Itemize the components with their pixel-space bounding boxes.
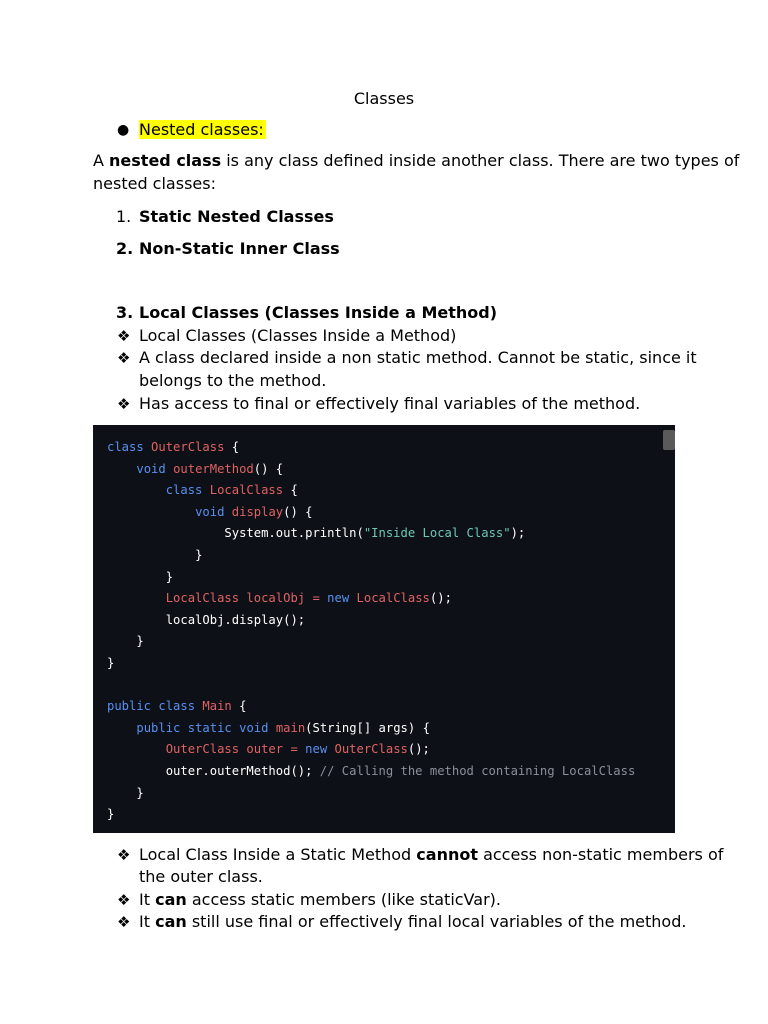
highlighted-heading: Nested classes: [139, 120, 264, 139]
code-block [93, 425, 675, 833]
bullet-text-3: Has access to final or effectively final variables of the method. [139, 394, 641, 413]
intro-rest: is any class defined inside another class. There are two types of [221, 151, 740, 170]
diamond-bullet-icon: ❖ [117, 327, 131, 345]
diamond-bullet-icon: ❖ [117, 395, 131, 413]
intro-line-2: nested classes: [93, 174, 216, 193]
section-heading [139, 119, 266, 141]
bottom-bullet-2: It can access static members (like staticVar). [139, 890, 501, 909]
code-scrollbar[interactable] [663, 430, 675, 450]
bullet-text-2: A class declared inside a non static method. Cannot be static, since it [139, 348, 697, 367]
diamond-bullet-icon: ❖ [117, 891, 131, 909]
bullet-text-2-cont: belongs to the method. [139, 371, 327, 390]
bullet-text-1: Local Classes (Classes Inside a Method) [139, 326, 457, 345]
diamond-bullet-icon: ❖ [117, 846, 131, 864]
intro-pre: A [93, 151, 110, 170]
bullet-dot-icon: ● [117, 122, 130, 138]
diamond-bullet-icon: ❖ [117, 913, 131, 931]
bottom-bullet-1-cont: the outer class. [139, 867, 263, 886]
list-item-2: Non-Static Inner Class [139, 239, 340, 258]
code-text: class OuterClass { void outerMethod() { class LocalClass { void display() { System.out.println("Inside Local Class"); } } LocalClass localObj = new LocalClass(); localObj.display(); } } public class Main { public static void main(String[] args) { OuterClass outer = new OuterClass(); outer.outerMethod(); // Calling the method containing LocalClass } } [107, 440, 636, 822]
intro-bold-term: nested class [109, 151, 222, 170]
list-item-3: Local Classes (Classes Inside a Method) [139, 303, 498, 322]
list-item-1: Static Nested Classes [139, 207, 334, 226]
list-number-1: 1. [116, 207, 132, 226]
page-title: Classes [353, 89, 415, 108]
list-number-3: 3. [116, 303, 134, 322]
intro-line-1 [93, 150, 739, 172]
list-number-2: 2. [116, 239, 134, 258]
bottom-bullet-1: Local Class Inside a Static Method cannot access non-static members of [139, 845, 724, 864]
bottom-bullet-3: It can still use final or effectively final local variables of the method. [139, 912, 687, 931]
diamond-bullet-icon: ❖ [117, 349, 131, 367]
